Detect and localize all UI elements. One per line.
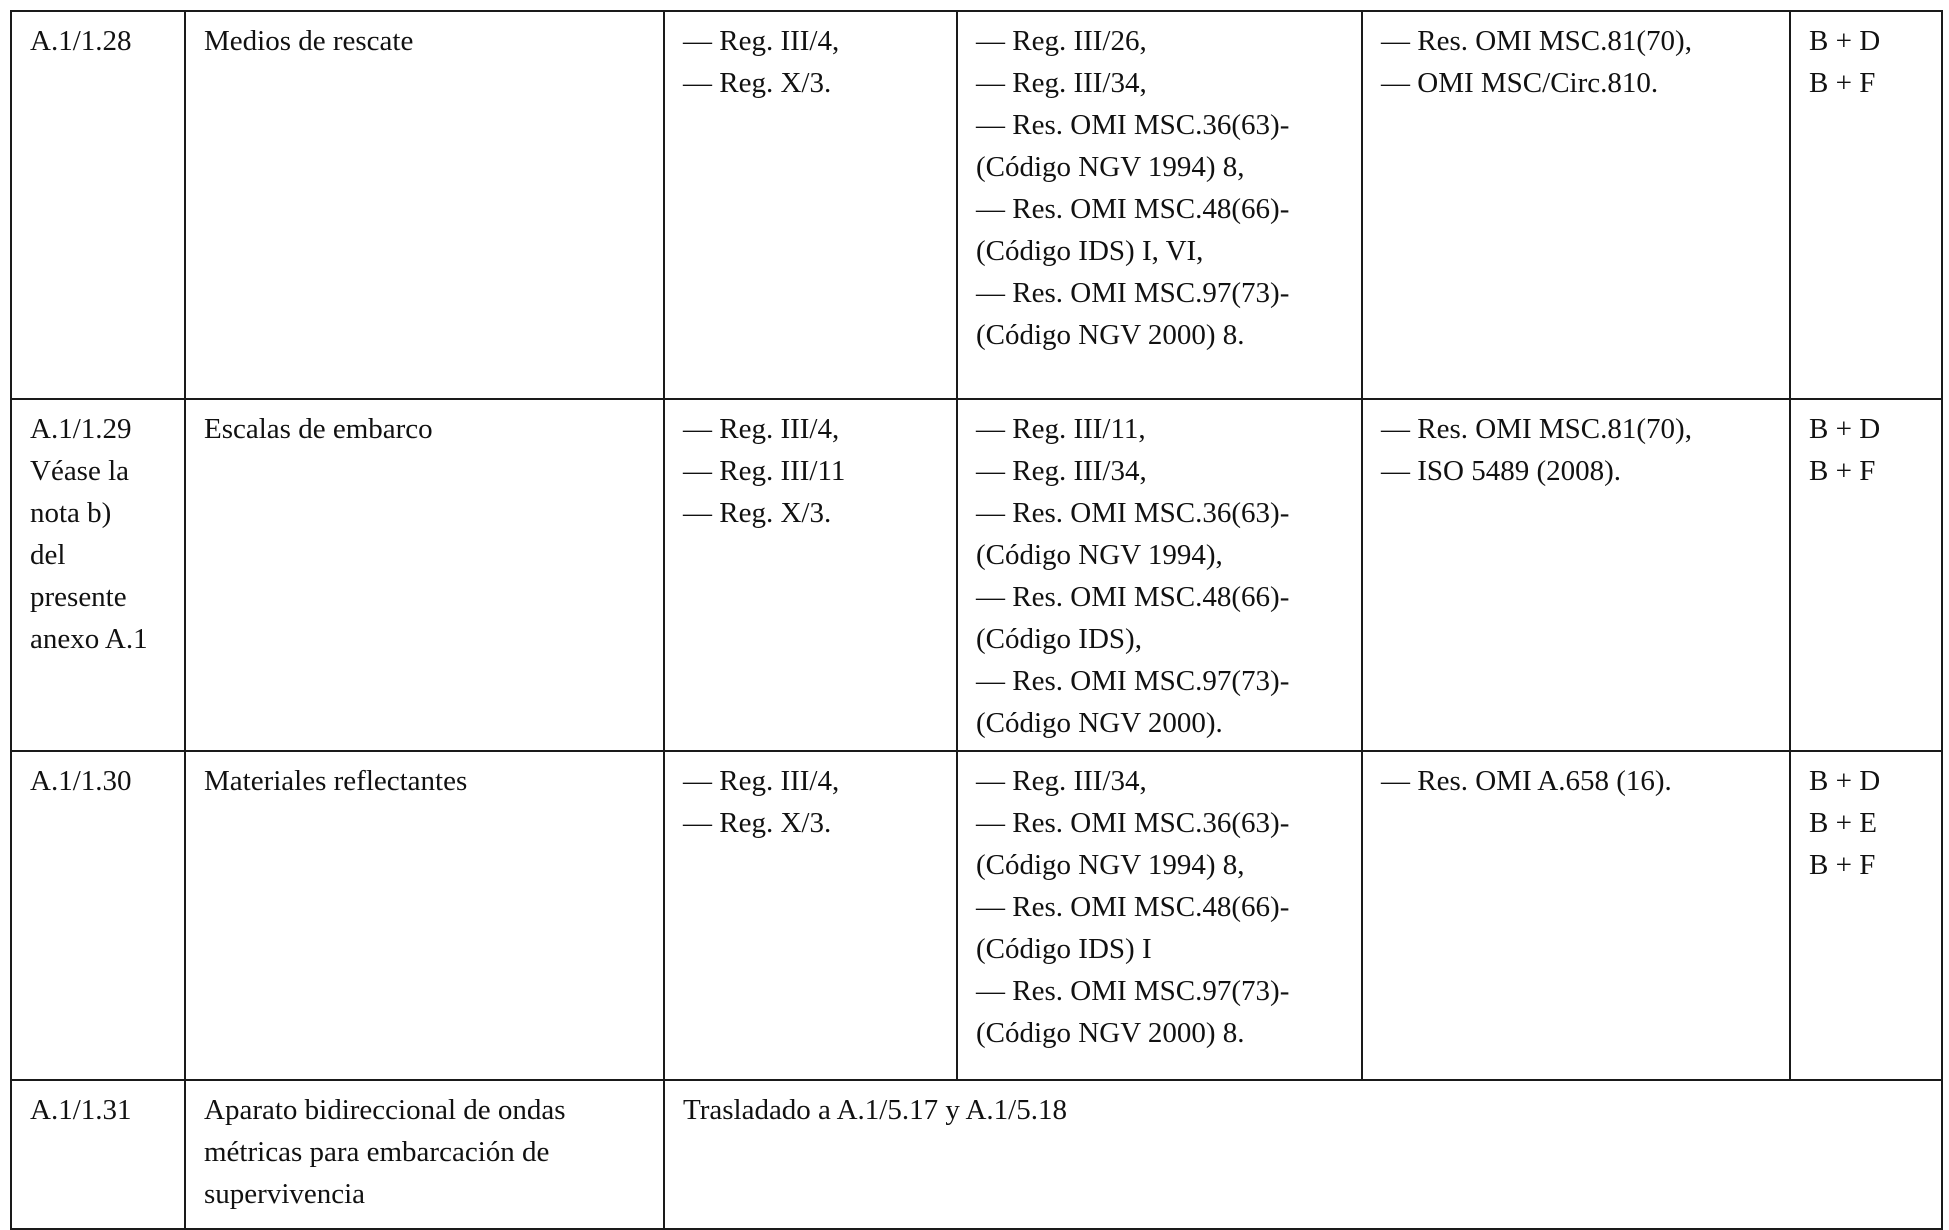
item-number-cell — [11, 1080, 185, 1229]
standard-line: (Código NGV 2000) 8. — [976, 319, 1245, 351]
item-number-cell — [11, 11, 185, 399]
testing-line: — OMI MSC/Circ.810. — [1381, 67, 1659, 99]
item-note-line: nota b) — [30, 497, 112, 529]
item-number: A.1/1.31 — [30, 1094, 132, 1126]
standard-line: — Reg. III/26, — [976, 25, 1147, 57]
module-line: B + F — [1809, 455, 1876, 487]
standards-cell — [957, 751, 1362, 1080]
standards-cell — [957, 399, 1362, 751]
testing-line: — Res. OMI MSC.81(70), — [1381, 25, 1692, 57]
module-line: B + D — [1809, 413, 1881, 445]
standard-line: (Código NGV 2000) 8. — [976, 1017, 1245, 1049]
relocated-note-cell — [664, 1080, 1942, 1229]
item-note-line: Véase la — [30, 455, 130, 487]
standard-line: — Res. OMI MSC.48(66)- — [976, 581, 1290, 613]
standard-line: — Res. OMI MSC.48(66)- — [976, 891, 1290, 923]
item-name-cell — [185, 399, 664, 751]
table-row — [11, 11, 1942, 399]
standard-line: — Res. OMI MSC.36(63)- — [976, 109, 1290, 141]
standard-line: (Código IDS) I, VI, — [976, 235, 1204, 267]
testing-line: — ISO 5489 (2008). — [1381, 455, 1622, 487]
regulation-line: — Reg. III/4, — [683, 765, 840, 797]
item-name-cell — [185, 11, 664, 399]
standard-line: — Res. OMI MSC.97(73)- — [976, 665, 1290, 697]
standard-line: (Código NGV 2000). — [976, 707, 1223, 739]
table-row — [11, 399, 1942, 751]
standards-cell — [957, 11, 1362, 399]
item-number: A.1/1.28 — [30, 25, 132, 57]
item-name-cell — [185, 1080, 664, 1229]
module-line: B + D — [1809, 765, 1881, 797]
regulation-line: — Reg. X/3. — [683, 497, 832, 529]
modules-cell — [1790, 11, 1942, 399]
standard-line: (Código IDS) I — [976, 933, 1152, 965]
regulation-line: — Reg. III/4, — [683, 25, 840, 57]
item-number-cell — [11, 399, 185, 751]
relocated-note: Trasladado a A.1/5.17 y A.1/5.18 — [683, 1094, 1067, 1126]
module-line: B + E — [1809, 807, 1877, 839]
module-line: B + D — [1809, 25, 1881, 57]
standard-line: — Reg. III/34, — [976, 765, 1147, 797]
standard-line: — Res. OMI MSC.36(63)- — [976, 807, 1290, 839]
regulation-line: — Reg. III/4, — [683, 413, 840, 445]
module-line: B + F — [1809, 849, 1876, 881]
standard-line: — Reg. III/11, — [976, 413, 1146, 445]
testing-cell — [1362, 11, 1790, 399]
testing-line: — Res. OMI MSC.81(70), — [1381, 413, 1692, 445]
regulations-cell — [664, 751, 957, 1080]
standard-line: — Res. OMI MSC.36(63)- — [976, 497, 1290, 529]
item-note-line: presente — [30, 581, 127, 613]
module-line: B + F — [1809, 67, 1876, 99]
item-number-cell — [11, 751, 185, 1080]
standard-line: — Res. OMI MSC.97(73)- — [976, 975, 1290, 1007]
testing-cell — [1362, 399, 1790, 751]
table-row — [11, 1080, 1942, 1229]
standard-line: (Código NGV 1994), — [976, 539, 1223, 571]
item-number: A.1/1.29 — [30, 413, 132, 445]
standard-line: (Código IDS), — [976, 623, 1142, 655]
standard-line: — Res. OMI MSC.97(73)- — [976, 277, 1290, 309]
item-number: A.1/1.30 — [30, 765, 132, 797]
regulations-cell — [664, 11, 957, 399]
testing-cell — [1362, 751, 1790, 1080]
item-note-line: del — [30, 539, 66, 571]
item-name: Escalas de embarco — [204, 413, 433, 445]
item-note-line: anexo A.1 — [30, 623, 148, 655]
item-name: Medios de rescate — [204, 25, 414, 57]
modules-cell — [1790, 399, 1942, 751]
testing-line: — Res. OMI A.658 (16). — [1381, 765, 1672, 797]
regulations-cell — [664, 399, 957, 751]
modules-cell — [1790, 751, 1942, 1080]
item-name: Aparato bidireccional de ondas métricas para embarcación de supervivencia — [204, 1094, 566, 1210]
item-name: Materiales reflectantes — [204, 765, 468, 797]
standard-line: — Reg. III/34, — [976, 67, 1147, 99]
standard-line: — Reg. III/34, — [976, 455, 1147, 487]
regulation-line: — Reg. X/3. — [683, 807, 832, 839]
standard-line: — Res. OMI MSC.48(66)- — [976, 193, 1290, 225]
item-name-cell — [185, 751, 664, 1080]
equipment-table — [10, 10, 1943, 1230]
regulation-line: — Reg. III/11 — [683, 455, 846, 487]
standard-line: (Código NGV 1994) 8, — [976, 849, 1245, 881]
regulation-line: — Reg. X/3. — [683, 67, 832, 99]
table-row — [11, 751, 1942, 1080]
standard-line: (Código NGV 1994) 8, — [976, 151, 1245, 183]
